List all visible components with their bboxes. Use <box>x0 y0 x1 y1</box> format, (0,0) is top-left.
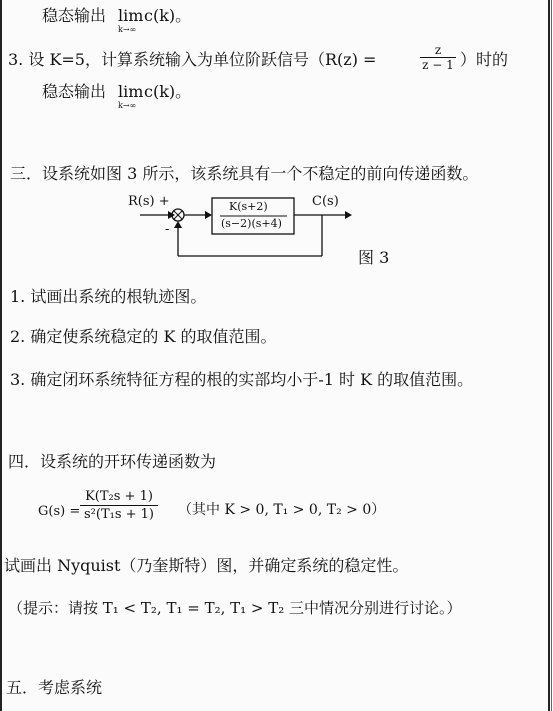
block-numerator: K(s+2) <box>229 200 268 213</box>
block-input-arrow <box>205 211 212 219</box>
line-end-punct-2: 。 <box>175 82 192 101</box>
line-end-punct: 。 <box>175 6 192 25</box>
g-lhs: G(s) = <box>38 504 81 519</box>
lim-argument: c(k) <box>144 6 176 25</box>
rz-denominator: z − 1 <box>422 58 454 72</box>
input-label <box>128 194 170 209</box>
section-4-task: 试画出 Nyquist（乃奎斯特）图，并确定系统的稳定性。 <box>4 556 409 575</box>
output-arrow <box>345 211 352 219</box>
minus-sign: - <box>165 222 170 237</box>
section-3-item-2: 2. 确定使系统稳定的 K 的取值范围。 <box>10 327 277 346</box>
lim-word: lim <box>118 6 144 25</box>
plus-sign: + <box>158 194 170 209</box>
figure-caption: 图 3 <box>358 248 390 267</box>
input-label-text: R(s) <box>128 194 155 209</box>
rz-numerator: z <box>420 43 456 58</box>
lim-subscript: k→∞ <box>118 25 137 34</box>
section-3-heading: 三．设系统如图 3 所示，该系统具有一个不稳定的前向传递函数。 <box>10 164 479 183</box>
steady-state-text: 稳态输出 <box>42 6 107 25</box>
g-condition: （其中 K > 0, T₁ > 0, T₂ > 0） <box>178 502 386 518</box>
lim-word-2: lim <box>118 82 144 101</box>
question-3-suffix-text: ）时的 <box>460 50 509 69</box>
feedback-arrow <box>174 221 182 228</box>
g-numerator: K(T₂s + 1) <box>80 488 158 506</box>
section-4-hint: （提示：请按 T₁ < T₂, T₁ = T₂, T₁ > T₂ 三中情况分别进行讨论。） <box>8 599 462 617</box>
g-fraction <box>80 488 158 523</box>
question-3-prefix: 3. 设 K=5，计算系统输入为单位阶跃信号（R(z) = <box>8 50 377 69</box>
output-label: C(s) <box>312 194 339 209</box>
lim-subscript-2: k→∞ <box>118 101 137 110</box>
section-3-item-3: 3. 确定闭环系统特征方程的根的实部均小于-1 时 K 的取值范围。 <box>10 370 474 389</box>
steady-state-text-2: 稳态输出 <box>42 82 107 101</box>
section-3-item-1: 1. 试画出系统的根轨迹图。 <box>10 287 207 306</box>
g-denominator: s²(T₁s + 1) <box>83 507 154 522</box>
lim-argument-2: c(k) <box>144 82 176 101</box>
block-denominator: (s−2)(s+4) <box>221 217 282 230</box>
section-5-heading: 五．考虑系统 <box>6 678 103 697</box>
section-4-heading: 四．设系统的开环传递函数为 <box>8 452 217 471</box>
